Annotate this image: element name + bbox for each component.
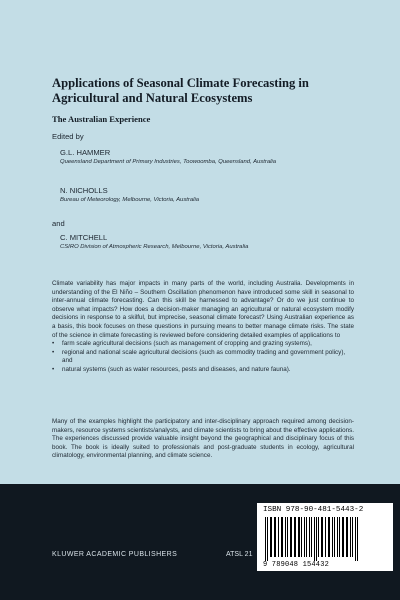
- editor-name-nicholls: N. NICHOLLS: [60, 186, 108, 195]
- editor-name-hammer: G.L. HAMMER: [60, 148, 111, 157]
- and-label: and: [52, 219, 65, 228]
- editor-name-mitchell: C. MITCHELL: [60, 233, 108, 242]
- description-paragraph: Climate variability has major impacts in many parts of the world, including Australia. Developments in understanding of the El Niño – Southern Oscillation phenomenon have introduced some skill in seasonal to inter-annual climate forecasting. Can this skill be harnessed to advantage? Or do we just continue to observe what impacts? How does a decision-maker managing an agricultural or natural ecosystem modify decisions in response to a skilful, but imprecise, seasonal climate forecast? Using Australian experience as a basis, this book focuses on these questions in pursuing means to better manage climate risks. The state of the science in climate forecasting is reviewed before considering detailed examples of applications to: [52, 280, 354, 339]
- book-subtitle: The Australian Experience: [52, 114, 151, 124]
- description-paragraph-2: Many of the examples highlight the participatory and inter-disciplinary approach required among decision-makers, resource systems scientists/analysts, and climate scientists to bring about the effective applications. The experiences discussed provide valuable insight beyond the geographical and disciplinary focus of this book. The book is ideally suited to professionals and post-graduate students in ecology, agricultural climatology, environmental planning, and climate science.: [52, 418, 354, 460]
- editor-affiliation-mitchell: CSIRO Division of Atmospheric Research, Melbourne, Victoria, Australia: [60, 244, 249, 250]
- description-block: [52, 280, 354, 375]
- list-item: • regional and national scale agricultural decisions (such as commodity trading and government policy), and: [52, 348, 346, 365]
- bullet-icon: •: [52, 340, 55, 348]
- publisher-name: KLUWER ACADEMIC PUBLISHERS: [52, 551, 178, 558]
- edited-by-label: Edited by: [52, 132, 84, 141]
- bullet-icon: •: [52, 348, 55, 356]
- barcode-icon: [263, 517, 387, 561]
- barcode-number: 9 789048 154432: [263, 561, 330, 569]
- barcode-panel: [257, 503, 393, 571]
- isbn-label: ISBN 978-90-481-5443-2: [263, 506, 364, 514]
- editor-affiliation-nicholls: Bureau of Meteorology, Melbourne, Victoria, Australia: [60, 197, 200, 203]
- list-item: • natural systems (such as water resources, pests and diseases, and nature fauna).: [52, 365, 291, 373]
- editor-affiliation-hammer: Queensland Department of Primary Industries, Toowoomba, Queensland, Australia: [60, 159, 276, 165]
- bullet-icon: •: [52, 365, 55, 373]
- list-item: • farm scale agricultural decisions (such as management of cropping and grazing systems),: [52, 340, 312, 348]
- book-title: Applications of Seasonal Climate Forecasting in Agricultural and Natural Ecosystems: [52, 76, 309, 105]
- application-list: [52, 340, 354, 374]
- series-code: ATSL 21: [226, 551, 253, 558]
